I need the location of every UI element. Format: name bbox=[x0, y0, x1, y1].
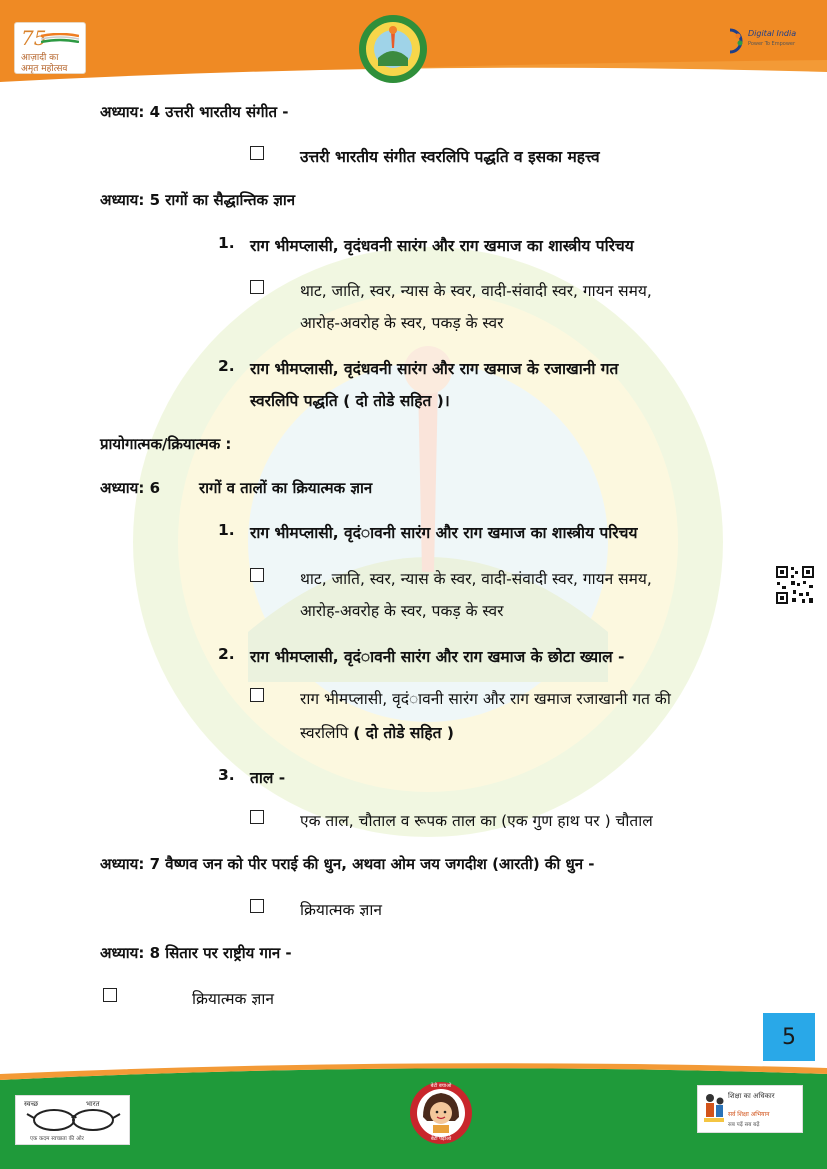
bullet-plain-text: स्वरलिपि bbox=[300, 724, 354, 742]
chapter-6-item-2: राग भीमप्लासी, वृदंावनी सारंग और राग खमाज के छोटा ख्याल - bbox=[250, 648, 625, 666]
gandhi-glasses-icon bbox=[26, 1108, 121, 1132]
checkbox-icon bbox=[250, 899, 264, 913]
chapter-6-item-1-bullet-line-1: थाट, जाति, स्वर, न्यास के स्वर, वादी-संवादी स्वर, गायन समय, bbox=[300, 570, 652, 588]
sarva-shiksha-text: सर्व शिक्षा अभियान bbox=[728, 1111, 770, 1118]
logo-line-1: आज़ादी का bbox=[21, 53, 59, 63]
digital-india-tagline: Power To Empower bbox=[748, 41, 796, 47]
shiksha-title: शिक्षा का अधिकार bbox=[728, 1092, 775, 1100]
chapter-6-item-2-bullet-line-1: राग भीमप्लासी, वृदंावनी सारंग और राग खमाज रजाखानी गत की bbox=[300, 690, 671, 708]
checkbox-icon bbox=[103, 988, 117, 1002]
children-reading-icon bbox=[702, 1092, 726, 1128]
beti-bachao-beti-padhao-logo bbox=[409, 1081, 473, 1145]
chapter-5-item-1-bullet-line-1: थाट, जाति, स्वर, न्यास के स्वर, वादी-संवादी स्वर, गायन समय, bbox=[300, 282, 652, 300]
checkbox-icon bbox=[250, 146, 264, 160]
beti-bachao-text: बेटी बचाओ bbox=[430, 1083, 452, 1089]
chapter-7-heading: अध्याय: 7 वैष्णव जन को पीर पराई की धुन, अथवा ओम जय जगदीश (आरती) की धुन - bbox=[100, 855, 595, 873]
chapter-6-heading-title: रागों व तालों का क्रियात्मक ज्ञान bbox=[199, 479, 373, 497]
logo-line-2: अमृत महोत्सव bbox=[21, 64, 68, 74]
chapter-4-heading: अध्याय: 4 उत्तरी भारतीय संगीत - bbox=[100, 103, 289, 121]
chapter-6-item-3-number: 3. bbox=[218, 766, 235, 784]
chapter-5-item-2-line-2: स्वरलिपि पद्धति ( दो तोडे सहित )। bbox=[250, 392, 450, 410]
checkbox-icon bbox=[250, 280, 264, 294]
chapter-8-heading: अध्याय: 8 सितार पर राष्ट्रीय गान - bbox=[100, 944, 292, 962]
chapter-5-item-1-bullet-line-2: आरोह-अवरोह के स्वर, पकड़ के स्वर bbox=[300, 314, 504, 332]
chapter-8-bullet: क्रियात्मक ज्ञान bbox=[192, 990, 274, 1008]
bullet-bold-text: ( दो तोडे सहित ) bbox=[353, 724, 454, 742]
checkbox-icon bbox=[250, 810, 264, 824]
practical-heading: प्रायोगात्मक/क्रियात्मक : bbox=[100, 435, 232, 453]
chapter-5-item-1: राग भीमप्लासी, वृदंधवनी सारंग और राग खमाज का शास्त्रीय परिचय bbox=[250, 237, 634, 255]
checkbox-icon bbox=[250, 688, 264, 702]
qr-code-icon bbox=[775, 565, 815, 605]
chapter-6-item-1-number: 1. bbox=[218, 521, 235, 539]
chapter-5-item-1-number: 1. bbox=[218, 234, 235, 252]
chapter-6-item-3: ताल - bbox=[250, 769, 286, 787]
swachh-tagline: एक कदम स्वच्छता की ओर bbox=[30, 1136, 84, 1142]
chapter-4-bullet: उत्तरी भारतीय संगीत स्वरलिपि पद्धति व इसका महत्त्व bbox=[300, 148, 600, 166]
chapter-6-item-3-bullet: एक ताल, चौताल व रूपक ताल का (एक गुण हाथ पर ) चौताल bbox=[300, 812, 653, 830]
chapter-5-heading: अध्याय: 5 रागों का सैद्धान्तिक ज्ञान bbox=[100, 191, 296, 209]
sab-padhein-text: सब पढ़ें सब बढ़ें bbox=[728, 1122, 760, 1128]
chapter-6-item-1: राग भीमप्लासी, वृदंावनी सारंग और राग खमाज का शास्त्रीय परिचय bbox=[250, 524, 638, 542]
chapter-6-item-2-number: 2. bbox=[218, 645, 235, 663]
beti-padhao-text: बेटी पढ़ाओ bbox=[430, 1136, 452, 1142]
swachh-bharat-logo bbox=[15, 1095, 130, 1145]
digital-india-title: Digital India bbox=[748, 29, 797, 38]
chapter-6-item-1-bullet-line-2: आरोह-अवरोह के स्वर, पकड़ के स्वर bbox=[300, 602, 504, 620]
checkbox-icon bbox=[250, 568, 264, 582]
chapter-7-bullet: क्रियात्मक ज्ञान bbox=[300, 901, 382, 919]
chapter-6-item-2-bullet-line-2 bbox=[300, 721, 454, 743]
bharat-word: भारत bbox=[86, 1100, 100, 1108]
chapter-6-heading-prefix: अध्याय: 6 bbox=[100, 479, 161, 497]
swachh-word: स्वच्छ bbox=[24, 1100, 39, 1108]
chapter-5-item-2-line-1: राग भीमप्लासी, वृदंधवनी सारंग और राग खमाज के रजाखानी गत bbox=[250, 360, 619, 378]
page-number-badge: 5 bbox=[763, 1013, 815, 1061]
shiksha-ka-adhikar-logo bbox=[697, 1085, 803, 1133]
chapter-5-item-2-number: 2. bbox=[218, 357, 235, 375]
logo-number: 75 bbox=[21, 26, 47, 50]
